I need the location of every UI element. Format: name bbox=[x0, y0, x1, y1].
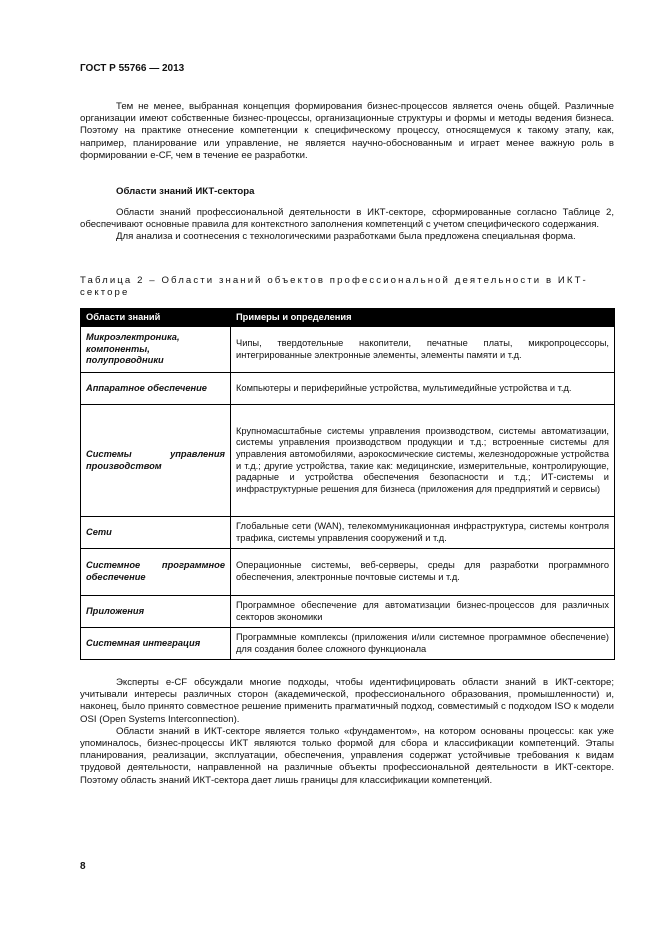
table-row bbox=[81, 628, 615, 660]
table-row bbox=[81, 327, 615, 373]
description-cell: Крупномасштабные системы управления производством, системы автоматизации, системы управления производством продукции и т.д.; встроенные системы для управления автомобилями, аэрокосмические системы, железнодорожные устройства и т.д.; другие устройства, такие как: медицинские, измерительные, контролирующие, радарные и устройства обеспечения безопасности и т.д.; ИТ-системы и инфраструктурные решения для бизнеса (приложения для предприятий и сервисы) bbox=[231, 405, 615, 517]
knowledge-areas-table bbox=[80, 308, 615, 660]
description-cell: Программное обеспечение для автоматизации бизнес-процессов для различных секторов экономики bbox=[231, 596, 615, 628]
section-text bbox=[80, 207, 614, 244]
closing-text bbox=[80, 677, 614, 787]
area-cell: Аппаратное обеспечение bbox=[81, 373, 231, 405]
area-cell: Приложения bbox=[81, 596, 231, 628]
description-cell: Операционные системы, веб-серверы, среды для разработки программного обеспечения, электронные почтовые системы и т.д. bbox=[231, 549, 615, 596]
document-header: ГОСТ Р 55766 — 2013 bbox=[80, 63, 185, 74]
description-cell: Чипы, твердотельные накопители, печатные платы, микропроцессоры, интегрированные электронные элементы, элементы памяти и т.д. bbox=[231, 327, 615, 373]
area-cell: Системное программное обеспечение bbox=[81, 549, 231, 596]
area-cell: Сети bbox=[81, 517, 231, 549]
column-header: Примеры и определения bbox=[231, 309, 615, 327]
paragraph: Области знаний профессиональной деятельности в ИКТ-секторе, сформированные согласно Таблице 2, обеспечивают основные правила для контекстного заполнения компетенций с учетом специфического содержания. bbox=[80, 207, 614, 231]
paragraph: Для анализа и соотнесения с технологическими разработками была предложена специальная форма. bbox=[116, 231, 576, 243]
table-header-row bbox=[81, 309, 615, 327]
area-cell: Системная интеграция bbox=[81, 628, 231, 660]
table-row bbox=[81, 549, 615, 596]
description-cell: Программные комплексы (приложения и/или системное программное обеспечение) для создания более сложного функционала bbox=[231, 628, 615, 660]
paragraph: Тем не менее, выбранная концепция формирования бизнес-процессов является очень общей. Различные организации имеют собственные бизнес-процессы, организационные структуры и формы и методы ведения бизнеса. Поэтому на практике отнесение компетенции к специфическому процессу, относящемуся к такому этапу, как, например, планирование или управление, не является научно-обоснованным и играет менее важную роль в формировании e-CF, чем в течение ее разработки. bbox=[80, 101, 614, 161]
description-cell: Глобальные сети (WAN), телекоммуникационная инфраструктура, системы контроля трафика, системы управления сооружений и т.д. bbox=[231, 517, 615, 549]
column-header: Области знаний bbox=[81, 309, 231, 327]
area-cell: Микроэлектроника, компоненты, полупроводники bbox=[81, 327, 231, 373]
table-row bbox=[81, 517, 615, 549]
page-number: 8 bbox=[80, 861, 86, 872]
table-row bbox=[81, 405, 615, 517]
table-row bbox=[81, 373, 615, 405]
description-cell: Компьютеры и периферийные устройства, мультимедийные устройства и т.д. bbox=[231, 373, 615, 405]
section-heading: Области знаний ИКТ-сектора bbox=[116, 186, 255, 197]
area-cell: Системы управления производством bbox=[81, 405, 231, 517]
paragraph: Области знаний в ИКТ-секторе является только «фундаментом», на котором основаны процессы: как уже упоминалось, бизнес-процессы ИКТ являются только формой для сбора и классификации компетенций. Этапы планирования, реализации, эксплуатации, обеспечения, управления содержат устойчивые требования к видам трудовой деятельности, направленной на различные объекты профессиональной деятельности в ИКТ-секторе. Поэтому область знаний ИКТ-сектора дает лишь границы для классификации компетенций. bbox=[80, 725, 614, 786]
table-row bbox=[81, 596, 615, 628]
paragraph: Эксперты e-CF обсуждали многие подходы, чтобы идентифицировать области знаний в ИКТ-секторе; учитывали интересы различных сторон (академической, профессионального образования, промышленности) и, наконец, было принято совместное решение применить прагматичный подход, совместимый с подходом ISO к модели OSI (Open Systems Interconnection). bbox=[80, 677, 614, 725]
intro-text bbox=[80, 101, 614, 162]
table-caption: Таблица 2 – Области знаний объектов профессиональной деятельности в ИКТ-секторе bbox=[80, 275, 588, 298]
